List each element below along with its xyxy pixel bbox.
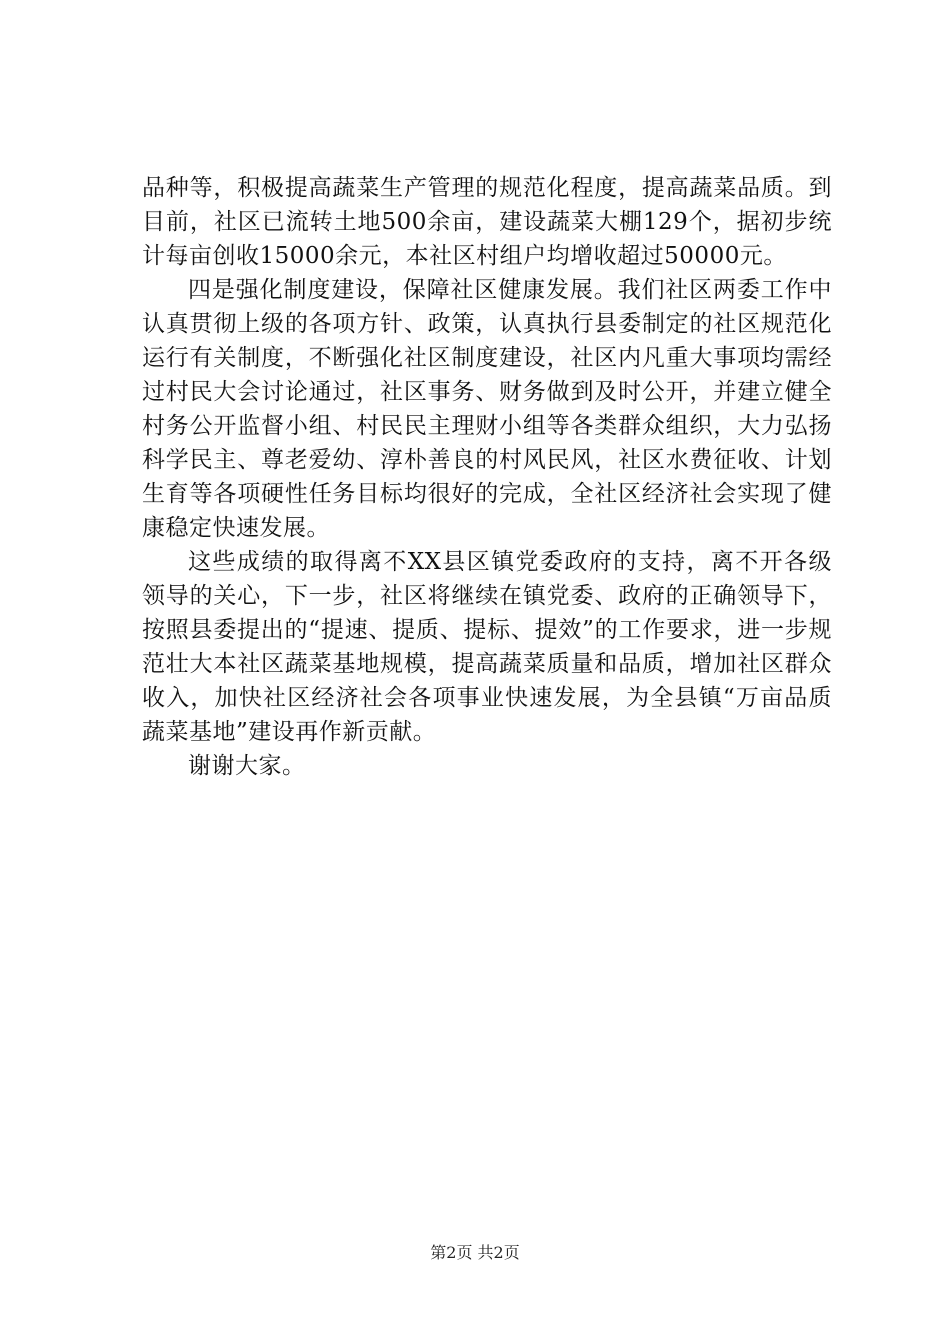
page-number-footer: 第2页 共2页 <box>430 1243 520 1262</box>
paragraph-thanks: 谢谢大家。 <box>188 753 306 779</box>
paragraph-institution-building: 四是强化制度建设，保障社区健康发展。我们社区两委工作中认真贯彻上级的各项方针、政策，认真执行县委制定的社区规范化运行有关制度，不断强化社区制度建设，社区内凡重大事项均需经过村民大会讨论通过，社区事务、财务做到及时公开，并建立健全村务公开监督小组、村民民主理财小组等各类群众组织，大力弘扬科学民主、尊老爱幼、淳朴善良的村风民风，社区水费征收、计划生育等各项硬性任务目标均很好的完成，全社区经济社会实现了健康稳定快速发展。 <box>142 277 832 541</box>
document-body <box>142 171 832 783</box>
paragraph-continuation: 品种等，积极提高蔬菜生产管理的规范化程度，提高蔬菜品质。到目前，社区已流转土地500余亩，建设蔬菜大棚129个，据初步统计每亩创收15000余元，本社区村组户均增收超过50000元。 <box>142 175 832 269</box>
paragraph-next-steps: 这些成绩的取得离不XX县区镇党委政府的支持，离不开各级领导的关心，下一步，社区将继续在镇党委、政府的正确领导下，按照县委提出的“提速、提质、提标、提效”的工作要求，进一步规范壮大本社区蔬菜基地规模，提高蔬菜质量和品质，增加社区群众收入，加快社区经济社会各项事业快速发展，为全县镇“万亩品质蔬菜基地”建设再作新贡献。 <box>142 549 832 745</box>
